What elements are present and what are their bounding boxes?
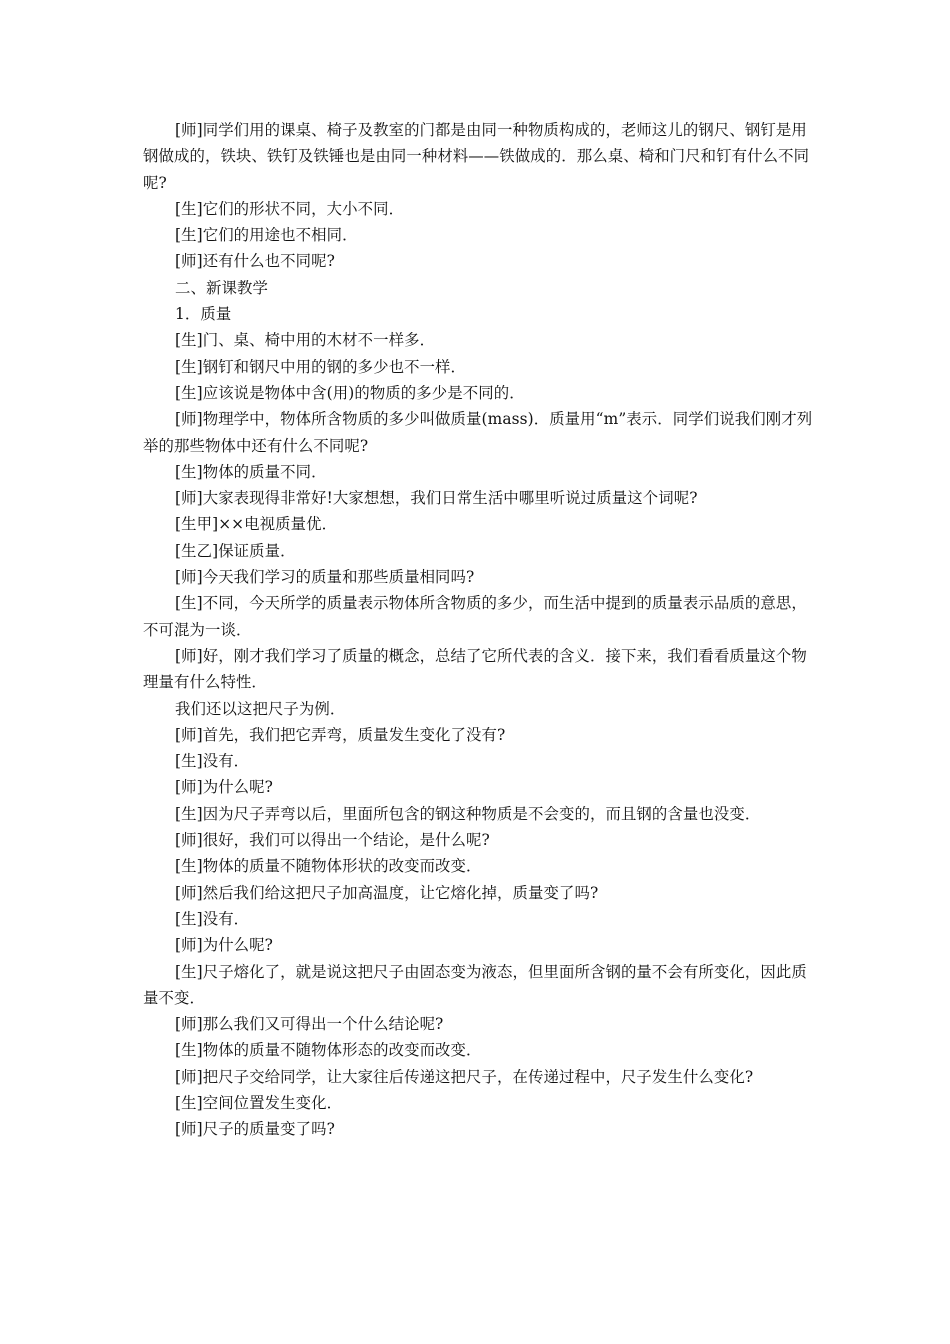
- paragraph: [师]把尺子交给同学，让大家往后传递这把尺子，在传递过程中，尺子发生什么变化?: [175, 1067, 754, 1086]
- section-heading: 二、新课教学: [175, 278, 268, 297]
- paragraph: [生]物体的质量不同．: [175, 462, 327, 481]
- document-body: [143, 117, 813, 1143]
- paragraph: [师]同学们用的课桌、椅子及教室的门都是由同一种物质构成的，老师这儿的钢尺、钢钉是用钢做成的，铁块、铁钉及铁锤也是由同一种材料——铁做成的．那么桌、椅和门尺和钉有什么不同呢?: [143, 121, 810, 192]
- paragraph: [生]空间位置发生变化．: [175, 1093, 343, 1112]
- paragraph: [生]门、桌、椅中用的木材不一样多．: [175, 331, 436, 350]
- paragraph: [生]没有．: [175, 909, 250, 928]
- paragraph: [师]为什么呢?: [175, 778, 274, 797]
- paragraph: [生]因为尺子弄弯以后，里面所包含的钢这种物质是不会变的，而且钢的含量也没变．: [175, 804, 761, 823]
- paragraph: [生]它们的用途也不相同．: [175, 226, 358, 245]
- paragraph: [生]尺子熔化了，就是说这把尺子由固态变为液态，但里面所含钢的量不会有所变化，因此质量不变．: [143, 962, 807, 1007]
- subsection-heading: 1．质量: [175, 305, 232, 324]
- paragraph: [师]然后我们给这把尺子加高温度，让它熔化掉，质量变了吗?: [175, 883, 599, 902]
- paragraph: [师]很好，我们可以得出一个结论，是什么呢?: [175, 831, 490, 850]
- paragraph: 我们还以这把尺子为例．: [175, 699, 346, 718]
- paragraph: [师]尺子的质量变了吗?: [175, 1120, 335, 1139]
- paragraph: [生]物体的质量不随物体形态的改变而改变．: [175, 1041, 482, 1060]
- paragraph: [师]为什么呢?: [175, 936, 274, 955]
- paragraph: [师]那么我们又可得出一个什么结论呢?: [175, 1015, 444, 1034]
- paragraph: [生]它们的形状不同，大小不同．: [175, 199, 405, 218]
- paragraph: [生]物体的质量不随物体形状的改变而改变．: [175, 857, 482, 876]
- paragraph: [师]大家表现得非常好!大家想想，我们日常生活中哪里听说过质量这个词呢?: [175, 489, 698, 508]
- paragraph: [生]钢钉和钢尺中用的钢的多少也不一样．: [175, 357, 467, 376]
- paragraph: [师]还有什么也不同呢?: [175, 252, 335, 271]
- paragraph: [师]今天我们学习的质量和那些质量相同吗?: [175, 568, 475, 587]
- paragraph: [师]好，刚才我们学习了质量的概念，总结了它所代表的含义．接下来，我们看看质量这个物理量有什么特性．: [143, 646, 807, 692]
- paragraph: [生]没有．: [175, 752, 250, 771]
- paragraph: [师]物理学中，物体所含物质的多少叫做质量(mass)．质量用“m”表示．同学们说我们刚才列举的那些物体中还有什么不同呢?: [143, 410, 813, 455]
- paragraph: [生]应该说是物体中含(用)的物质的多少是不同的．: [175, 383, 525, 402]
- paragraph: [师]首先，我们把它弄弯，质量发生变化了没有?: [175, 725, 506, 744]
- paragraph: [生]不同，今天所学的质量表示物体所含物质的多少，而生活中提到的质量表示品质的意思，不可混为一谈．: [143, 594, 807, 639]
- paragraph: [生甲]××电视质量优．: [175, 515, 338, 534]
- paragraph: [生乙]保证质量．: [175, 541, 296, 560]
